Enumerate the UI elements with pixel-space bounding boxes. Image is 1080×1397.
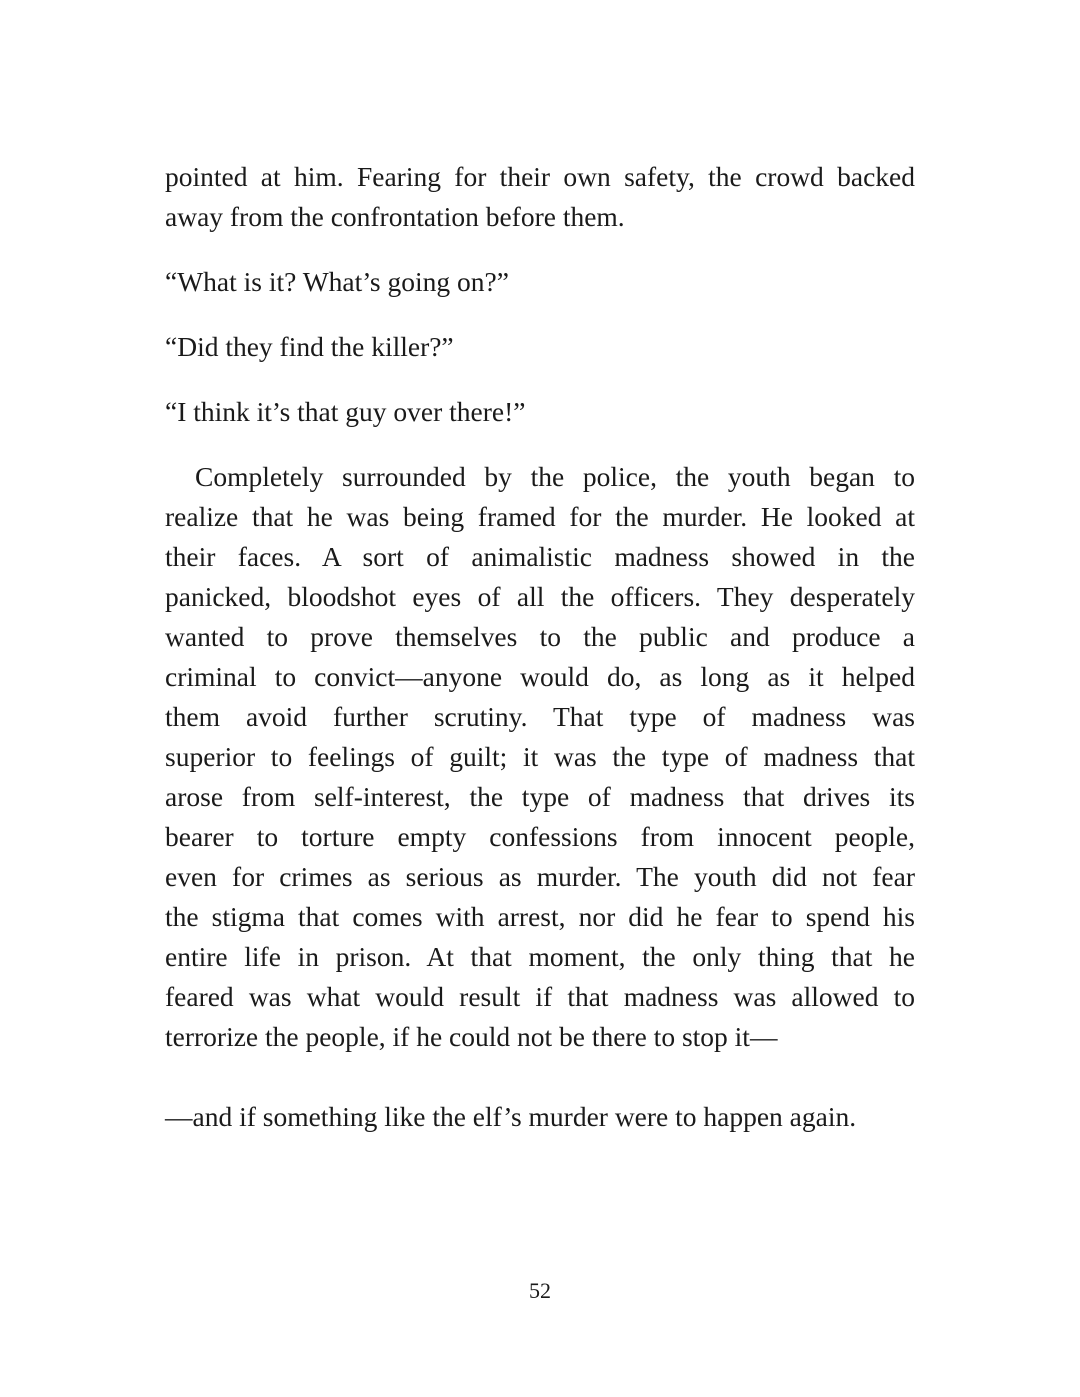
- dialogue-line: “Did they find the killer?”: [165, 331, 454, 362]
- text-line: pointed at him. Fearing for their own safety, the crowd backed: [165, 161, 915, 192]
- text-line: bearer to torture empty confessions from innocent people,: [165, 821, 915, 852]
- text-line: terrorize the people, if he could not be there to stop it—: [165, 1021, 778, 1052]
- text-line: even for crimes as serious as murder. The youth did not fear: [165, 861, 915, 892]
- text-line: superior to feelings of guilt; it was the type of madness that: [165, 741, 915, 772]
- text-line: their faces. A sort of animalistic madness showed in the: [165, 541, 915, 572]
- text-line: entire life in prison. At that moment, the only thing that he: [165, 941, 915, 972]
- text-line: Completely surrounded by the police, the youth began to: [195, 461, 915, 492]
- dialogue-line: “I think it’s that guy over there!”: [165, 396, 526, 427]
- text-line: panicked, bloodshot eyes of all the officers. They desperately: [165, 581, 915, 612]
- text-line: feared was what would result if that madness was allowed to: [165, 981, 915, 1012]
- text-line: arose from self-interest, the type of madness that drives its: [165, 781, 915, 812]
- text-line: realize that he was being framed for the murder. He looked at: [165, 501, 915, 532]
- text-line: —and if something like the elf’s murder were to happen again.: [165, 1101, 857, 1132]
- text-line: away from the confrontation before them.: [165, 201, 625, 232]
- dialogue-line: “What is it? What’s going on?”: [165, 266, 509, 297]
- text-line: wanted to prove themselves to the public and produce a: [165, 621, 915, 652]
- text-line: the stigma that comes with arrest, nor did he fear to spend his: [165, 901, 915, 932]
- page-number: 52: [529, 1278, 551, 1303]
- text-line: criminal to convict—anyone would do, as long as it helped: [165, 661, 915, 692]
- text-line: them avoid further scrutiny. That type of madness was: [165, 701, 915, 732]
